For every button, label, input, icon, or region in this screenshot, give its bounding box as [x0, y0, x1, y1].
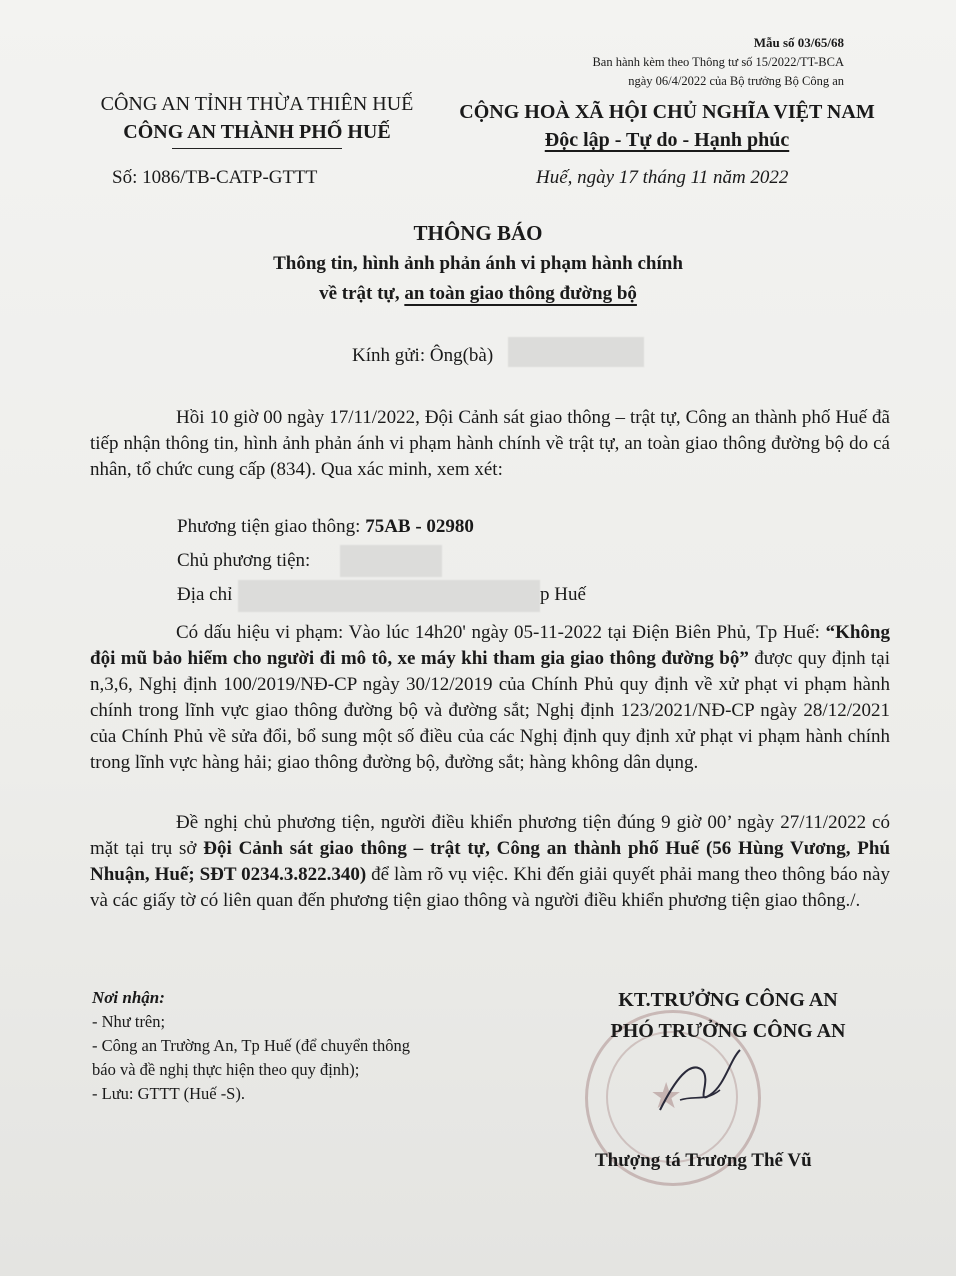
- form-issued-with: Ban hành kèm theo Thông tư số 15/2022/TT-BCA: [592, 55, 844, 69]
- request-paragraph: [90, 810, 890, 914]
- subtitle-line1: Thông tin, hình ảnh phản ánh vi phạm hành chính: [273, 253, 683, 274]
- agency-header: [82, 90, 432, 149]
- form-meta: [592, 33, 844, 91]
- national-header: [452, 98, 882, 154]
- signature-line1: KT.TRƯỞNG CÔNG AN: [618, 989, 838, 1011]
- recipient-item: - Công an Trường An, Tp Huế (để chuyển thông: [92, 1036, 411, 1055]
- vehicle-label: Phương tiện giao thông:: [177, 516, 366, 537]
- request-bold: Đội Cảnh sát giao thông – trật tự, Công an thành phố Huế (56 Hùng Vương, Phú Nhuận, Huế; SĐT 0234.3.822.340): [90, 838, 891, 885]
- redaction-owner: [340, 545, 442, 577]
- signer-name: Thượng tá Trương Thế Vũ: [595, 1150, 812, 1171]
- request-prefix: Đề nghị chủ phương tiện, người điều khiển phương tiện đúng 9 giờ 00’ ngày 27/11/2022 có mặt tại trụ sở: [90, 812, 890, 859]
- subtitle-underlined: an toàn giao thông đường bộ: [404, 283, 637, 304]
- address-tail: p Huế: [540, 584, 586, 605]
- form-issued-date: ngày 06/4/2022 của Bộ trưởng Bộ Công an: [628, 74, 844, 88]
- redaction-address: [238, 580, 540, 612]
- request-suffix: để làm rõ vụ việc. Khi đến giải quyết phải mang theo thông báo này và các giấy tờ có liên quan đến phương tiện giao thông và người điều khiển phương tiện giao thông./.: [90, 864, 890, 911]
- recipient-item: - Lưu: GTTT (Huế -S).: [92, 1084, 245, 1103]
- owner-label: Chủ phương tiện:: [177, 550, 311, 571]
- document-title: THÔNG BÁO: [413, 221, 543, 245]
- agency-line1: CÔNG AN TỈNH THỪA THIÊN HUẾ: [100, 93, 414, 115]
- intro-paragraph: Hồi 10 giờ 00 ngày 17/11/2022, Đội Cảnh sát giao thông – trật tự, Công an thành phố Huế đã tiếp nhận thông tin, hình ảnh phản ánh vi phạm hành chính về trật tự, an toàn giao thông đường bộ do cá nhân, tổ chức cung cấp (834). Qua xác minh, xem xét:: [90, 407, 890, 480]
- recipients: [92, 986, 410, 1106]
- redaction-name: [508, 337, 644, 367]
- recipients-heading: Nơi nhận:: [92, 988, 165, 1007]
- national-line1: CỘNG HOÀ XÃ HỘI CHỦ NGHĨA VIỆT NAM: [459, 101, 875, 123]
- vehicle-line: [177, 516, 474, 538]
- place-date: Huế, ngày 17 tháng 11 năm 2022: [536, 167, 789, 188]
- recipient-item: - Như trên;: [92, 1012, 166, 1031]
- address-label: Địa chỉ: [177, 584, 233, 605]
- vehicle-plate: 75AB - 02980: [365, 516, 474, 537]
- recipient-item: báo và đề nghị thực hiện theo quy định);: [92, 1060, 360, 1079]
- subtitle-line2: [0, 283, 956, 305]
- document-number: Số: 1086/TB-CATP-GTTT: [112, 167, 318, 188]
- handwritten-signature: [640, 1040, 750, 1130]
- stamp-star-icon: ★: [650, 1076, 683, 1116]
- form-number: Mẫu số 03/65/68: [753, 35, 844, 50]
- greeting: Kính gửi: Ông(bà): [352, 345, 494, 366]
- signature-block: [578, 985, 878, 1047]
- violation-paragraph: [90, 620, 890, 776]
- subtitle-prefix: về trật tự,: [319, 283, 405, 304]
- agency-line2: CÔNG AN THÀNH PHỐ HUẾ: [123, 121, 391, 143]
- agency-underline: [172, 148, 342, 149]
- signature-line2: PHÓ TRƯỞNG CÔNG AN: [610, 1020, 846, 1042]
- national-motto: Độc lập - Tự do - Hạnh phúc: [544, 129, 790, 151]
- violation-bold: “Không đội mũ bảo hiểm cho người đi mô tô, xe máy khi tham gia giao thông đường bộ”: [90, 622, 890, 669]
- violation-suffix: được quy định tại n,3,6, Nghị định 100/2019/NĐ-CP ngày 30/12/2019 của Chính Phủ quy định về xử phạt vi phạm hành chính trong lĩnh vực giao thông đường bộ và đường sắt; Nghị định 123/2021/NĐ-CP ngày 28/12/2021 của Chính Phủ về sửa đổi, bổ sung một số điều của các Nghị định quy định xử phạt vi phạm hành chính trong lĩnh vực hàng hải; giao thông đường bộ, đường sắt; hàng không dân dụng.: [90, 648, 890, 773]
- violation-prefix: Có dấu hiệu vi phạm: Vào lúc 14h20' ngày 05-11-2022 tại Điện Biên Phủ, Tp Huế:: [176, 622, 826, 643]
